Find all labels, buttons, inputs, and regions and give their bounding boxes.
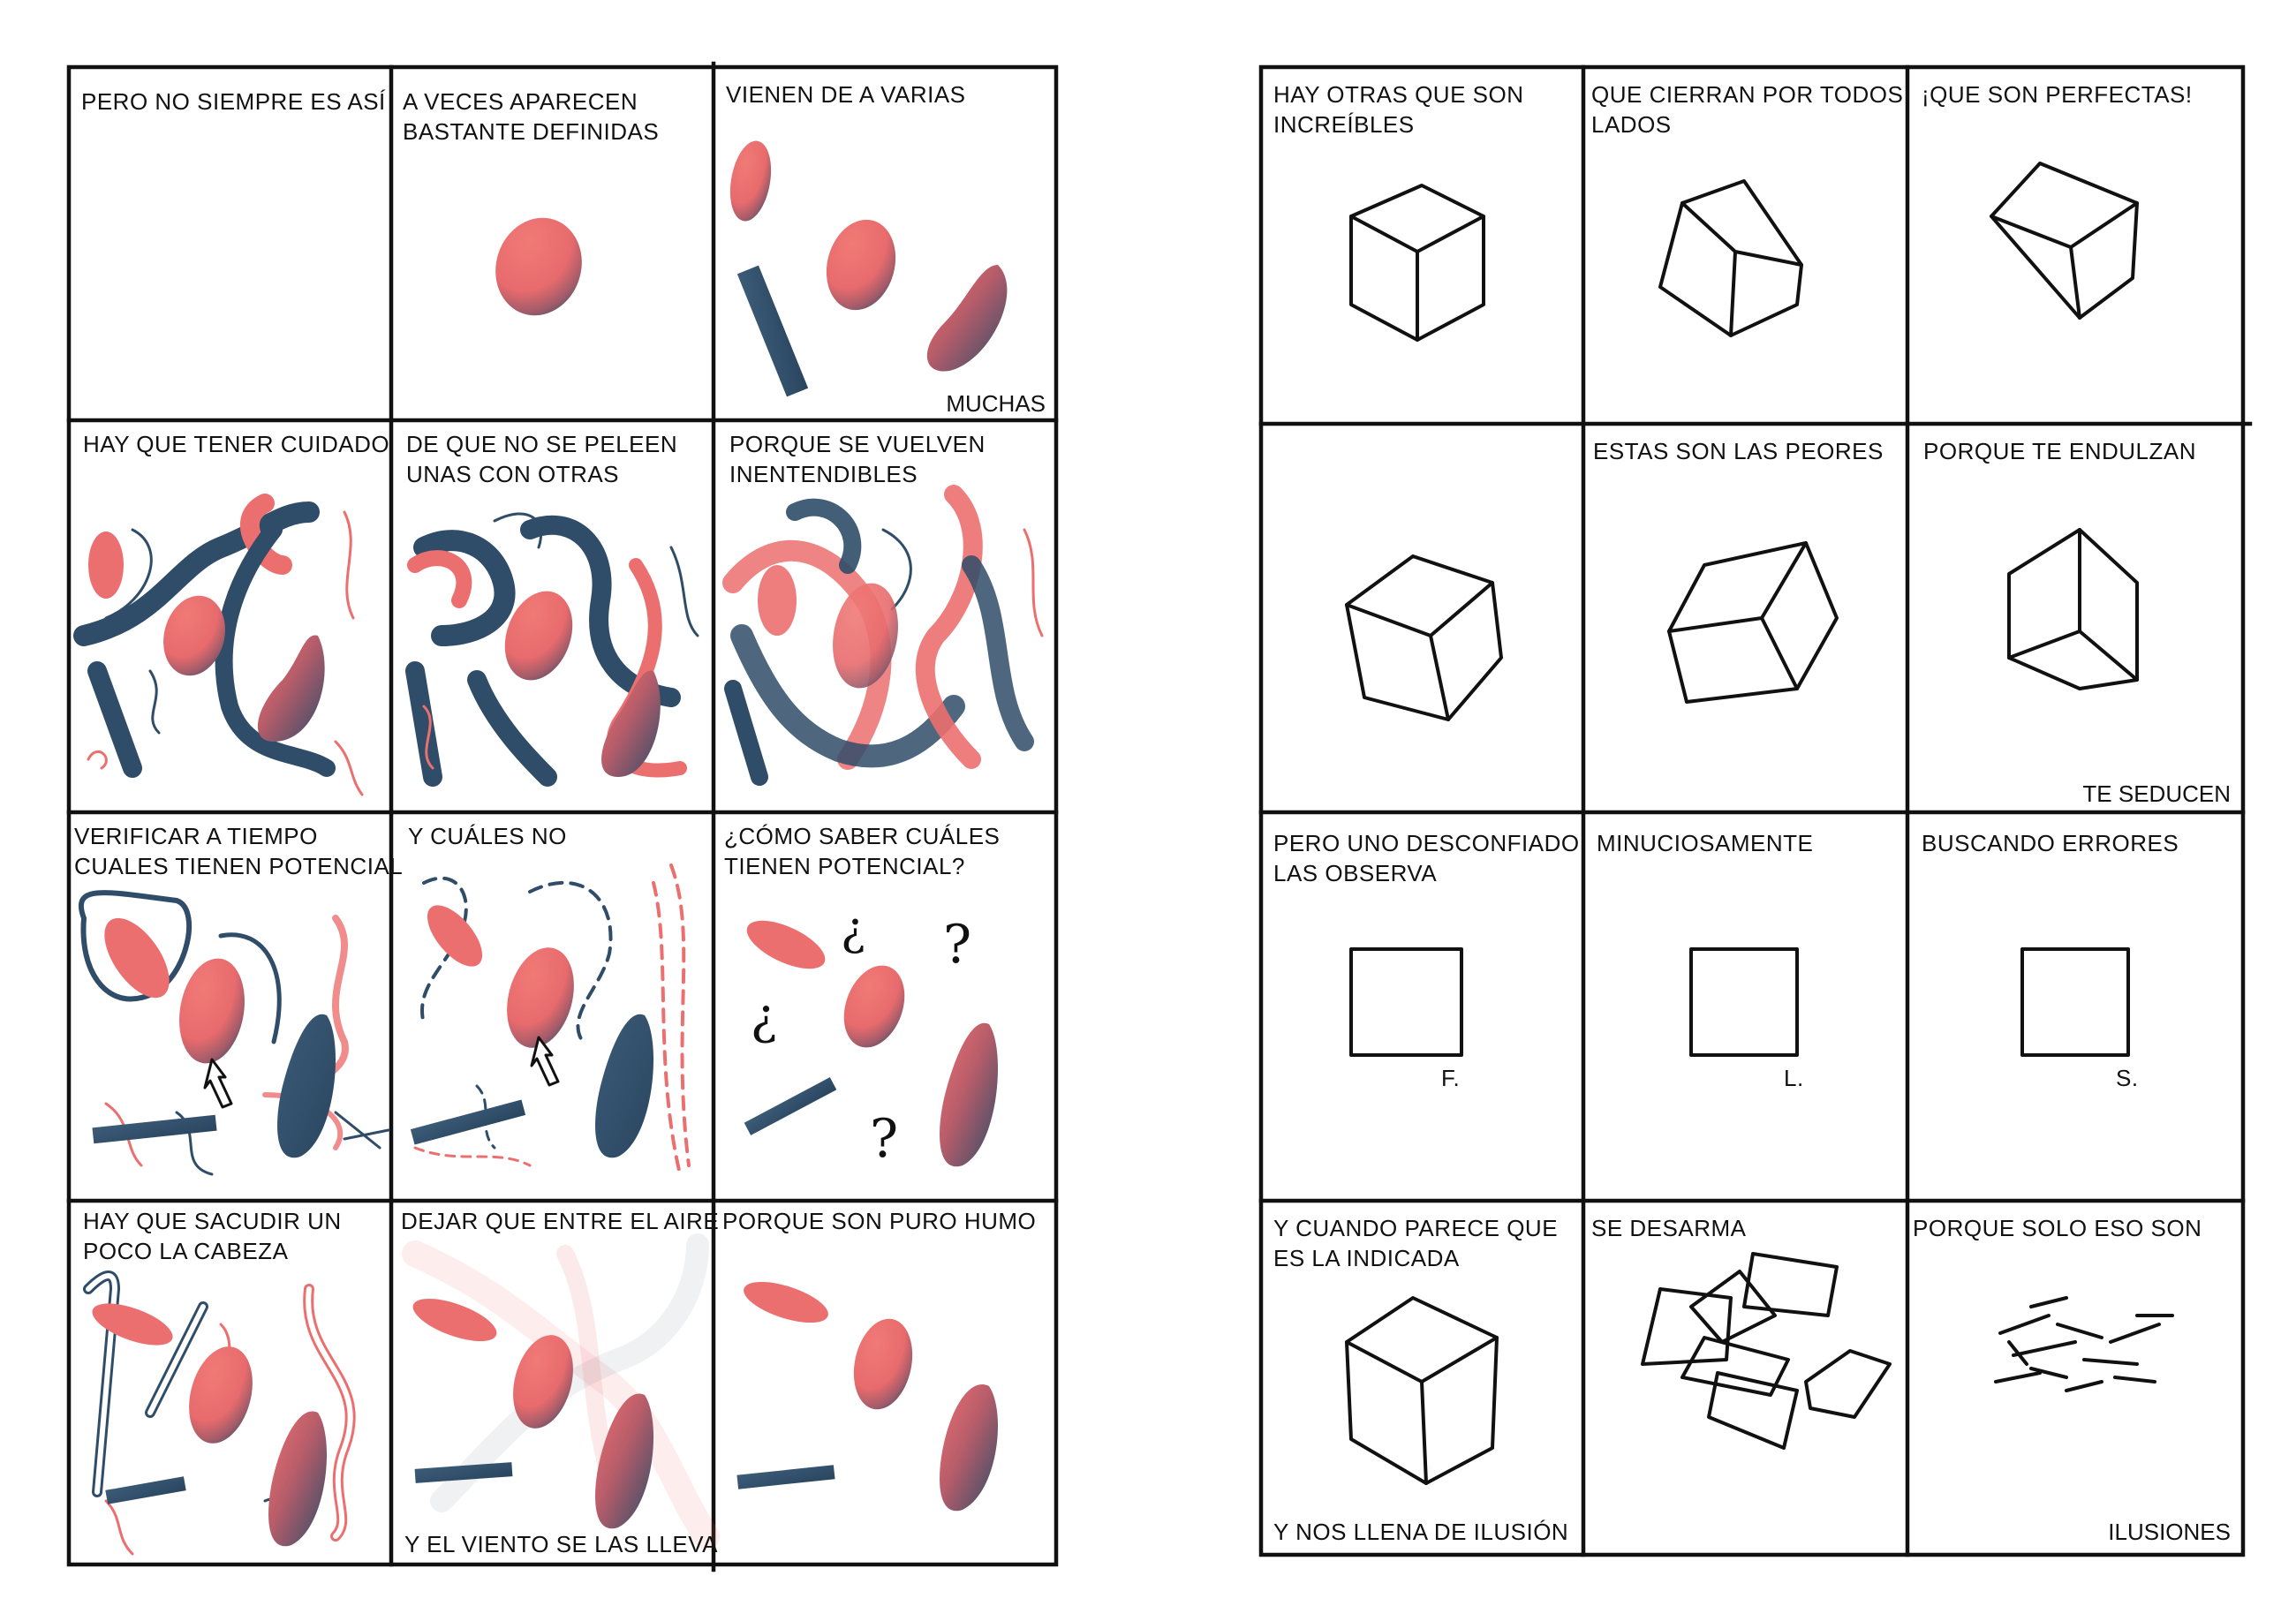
question-scene <box>740 908 998 1170</box>
cube-drawing-1 <box>1351 185 1484 340</box>
square-label-s: S. <box>2116 1065 2139 1091</box>
panel-caption-r12: PORQUE SOLO ESO SON <box>1913 1215 2202 1241</box>
panel-caption-r10: Y CUANDO PARECE QUE ES LA INDICADA <box>1273 1215 1559 1271</box>
svg-text:?: ? <box>751 994 778 1052</box>
panel-caption-r5: ESTAS SON LAS PEORES <box>1593 438 1884 464</box>
cube-drawing-2 <box>1660 181 1801 336</box>
tangle-3 <box>733 494 1042 777</box>
single-blob <box>483 207 594 327</box>
panel-caption-r6: PORQUE TE ENDULZAN <box>1923 438 2197 464</box>
panel-caption-l8: Y CUÁLES NO <box>408 823 567 849</box>
panel-caption-r11: SE DESARMA <box>1591 1215 1747 1241</box>
svg-text:?: ? <box>870 1108 899 1170</box>
verify-scene <box>81 893 389 1174</box>
panel-caption-r7: PERO UNO DESCONFIADO LAS OBSERVA <box>1273 830 1580 886</box>
panel-caption-l7: VERIFICAR A TIEMPO CUALES TIENEN POTENCIAL <box>74 823 404 879</box>
panel-caption-r8: MINUCIOSAMENTE <box>1597 830 1814 856</box>
panel-caption-r3: ¡QUE SON PERFECTAS! <box>1922 81 2193 108</box>
cube-drawing-7 <box>1347 1298 1497 1483</box>
square-label-l: L. <box>1784 1065 1804 1091</box>
cube-drawing-6 <box>2009 530 2137 689</box>
cube-drawing-3 <box>1991 163 2137 318</box>
smoke-scene <box>736 1273 998 1511</box>
wind-scene <box>408 1245 706 1536</box>
cube-drawing-4 <box>1347 556 1501 720</box>
cube-drawing-5 <box>1669 543 1837 702</box>
right-page-grid <box>1261 67 2250 1555</box>
square-drawing-1 <box>1351 949 1461 1055</box>
panel-footer-l11: Y EL VIENTO SE LAS LLEVA <box>404 1531 718 1557</box>
panel-caption-l6: PORQUE SE VUELVEN INENTENDIBLES <box>729 431 986 487</box>
which-not-scene <box>411 865 689 1174</box>
panel-footer-r10: Y NOS LLENA DE ILUSIÓN <box>1273 1519 1569 1545</box>
square-label-f: F. <box>1441 1065 1461 1091</box>
panel-caption-l4: HAY QUE TENER CUIDADO <box>83 431 390 457</box>
square-drawing-3 <box>2022 949 2128 1055</box>
svg-text:?: ? <box>943 914 972 976</box>
shake-scene <box>87 1276 351 1554</box>
panel-caption-r1: HAY OTRAS QUE SON INCREÍBLES <box>1273 81 1524 138</box>
panel-caption-l2: A VECES APARECEN BASTANTE DEFINIDAS <box>403 88 660 145</box>
panel-caption-l9: ¿CÓMO SABER CUÁLES TIENEN POTENCIAL? <box>724 823 1001 879</box>
panel-caption-l12: PORQUE SON PURO HUMO <box>722 1208 1037 1234</box>
panel-caption-l5: DE QUE NO SE PELEEN UNAS CON OTRAS <box>406 431 678 487</box>
panel-caption-l10: HAY QUE SACUDIR UN POCO LA CABEZA <box>83 1208 342 1264</box>
panel-caption-l3: VIENEN DE A VARIAS <box>726 81 966 108</box>
tangle-2 <box>415 514 698 777</box>
panel-footer-r6: TE SEDUCEN <box>2082 780 2231 807</box>
panel-caption-r2: QUE CIERRAN POR TODOS LADOS <box>1591 81 1904 138</box>
tangle-1 <box>84 503 362 795</box>
panel-caption-l1: PERO NO SIEMPRE ES ASÍ <box>81 88 386 115</box>
svg-text:?: ? <box>842 908 866 961</box>
broken-cube-pieces <box>1643 1254 1890 1448</box>
panel-footer-r12: ILUSIONES <box>2108 1519 2231 1545</box>
several-blobs <box>724 138 1007 397</box>
square-drawing-2 <box>1691 949 1797 1055</box>
panel-caption-l11: DEJAR QUE ENTRE EL AIRE <box>401 1208 720 1234</box>
scattered-lines <box>1996 1298 2172 1391</box>
panel-footer-l3: MUCHAS <box>946 390 1046 417</box>
panel-caption-r9: BUSCANDO ERRORES <box>1922 830 2179 856</box>
